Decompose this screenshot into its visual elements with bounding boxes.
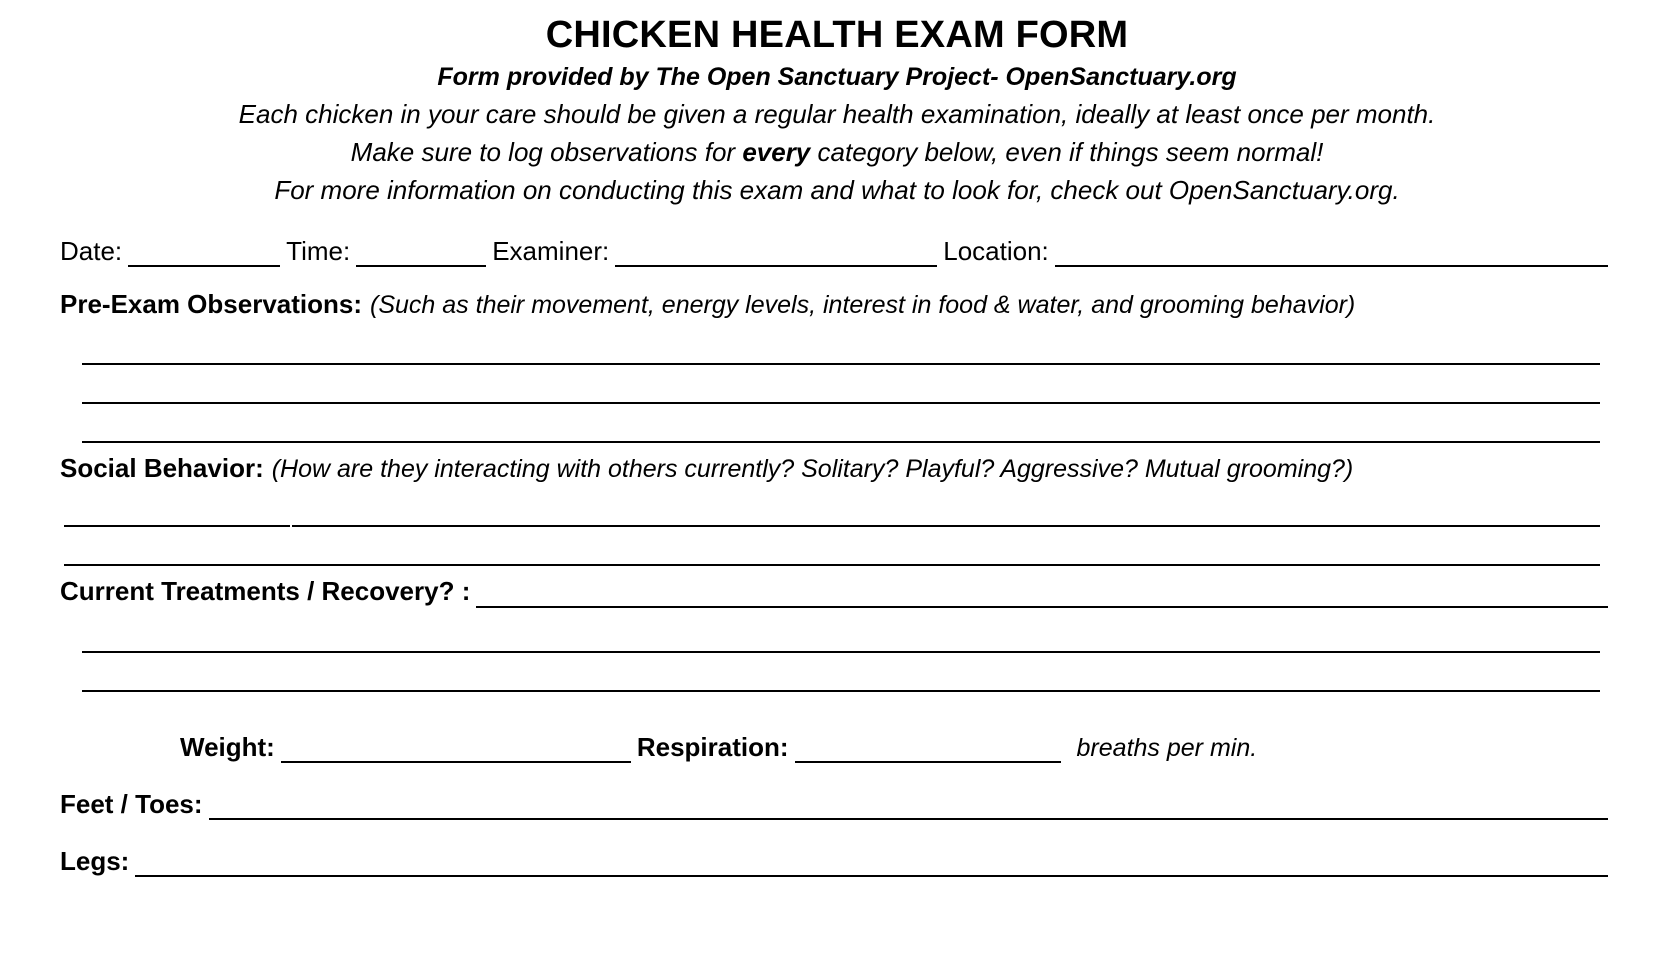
location-input[interactable] <box>1055 239 1608 267</box>
form-provider: Form provided by The Open Sanctuary Project- OpenSanctuary.org <box>437 63 1237 91</box>
current-treatments-input[interactable] <box>476 580 1608 608</box>
social-behavior-lines <box>60 490 1614 566</box>
time-label: Time: <box>286 235 351 266</box>
page-title: CHICKEN HEALTH EXAM FORM <box>545 14 1129 56</box>
date-label: Date: <box>60 235 123 266</box>
pre-exam-heading <box>60 289 1614 320</box>
feet-toes-input[interactable] <box>209 792 1608 820</box>
pre-exam-line-3[interactable] <box>82 404 1600 443</box>
legs-label: Legs: <box>60 845 130 876</box>
weight-input[interactable] <box>281 735 631 763</box>
examiner-label: Examiner: <box>492 235 610 266</box>
current-treatments-label: Current Treatments / Recovery? : <box>60 576 471 607</box>
legs-input[interactable] <box>135 849 1608 877</box>
pre-exam-hint: (Such as their movement, energy levels, interest in food & water, and grooming behavior) <box>370 291 1356 320</box>
pre-exam-line-1[interactable] <box>82 326 1600 365</box>
time-input[interactable] <box>356 239 486 267</box>
intro-line-2-part-c: category below, even if things seem normal! <box>810 136 1324 167</box>
weight-label: Weight: <box>180 731 275 762</box>
examiner-input[interactable] <box>615 239 937 267</box>
social-behavior-heading <box>60 453 1614 484</box>
date-input[interactable] <box>128 239 280 267</box>
intro-line-2 <box>60 134 1614 172</box>
form-intro <box>60 96 1614 210</box>
social-behavior-label: Social Behavior: <box>60 453 264 484</box>
pre-exam-label: Pre-Exam Observations: <box>60 289 363 320</box>
feet-toes-label: Feet / Toes: <box>60 788 203 819</box>
intro-line-3: For more information on conducting this exam and what to look for, check out OpenSanctuary.org. <box>274 174 1400 205</box>
social-behavior-line-1-segment-a <box>64 490 290 527</box>
intro-line-2-part-a: Make sure to log observations for <box>350 136 743 167</box>
pre-exam-line-2[interactable] <box>82 365 1600 404</box>
social-behavior-line-1-segment-b <box>292 490 1600 527</box>
location-label: Location: <box>943 235 1049 266</box>
respiration-input[interactable] <box>795 735 1061 763</box>
current-treatments-lines <box>60 614 1614 692</box>
intro-line-2-emphasis: every <box>742 136 811 167</box>
feet-toes-row <box>60 789 1614 820</box>
respiration-label: Respiration: <box>636 731 789 762</box>
respiration-unit: breaths per min. <box>1076 733 1258 762</box>
meta-fields-row <box>60 236 1614 267</box>
pre-exam-lines <box>60 326 1614 443</box>
current-treatments-line-1[interactable] <box>82 614 1600 653</box>
legs-row <box>60 846 1614 877</box>
social-behavior-line-2[interactable] <box>64 527 1600 566</box>
current-treatments-heading <box>60 576 1614 607</box>
social-behavior-hint: (How are they interacting with others currently? Solitary? Playful? Aggressive? Mutual grooming?) <box>271 455 1354 484</box>
social-behavior-line-1[interactable] <box>64 490 1600 527</box>
current-treatments-line-2[interactable] <box>82 653 1600 692</box>
vitals-row <box>60 732 1674 763</box>
intro-line-1: Each chicken in your care should be given a regular health examination, ideally at least once per month. <box>238 99 1436 129</box>
